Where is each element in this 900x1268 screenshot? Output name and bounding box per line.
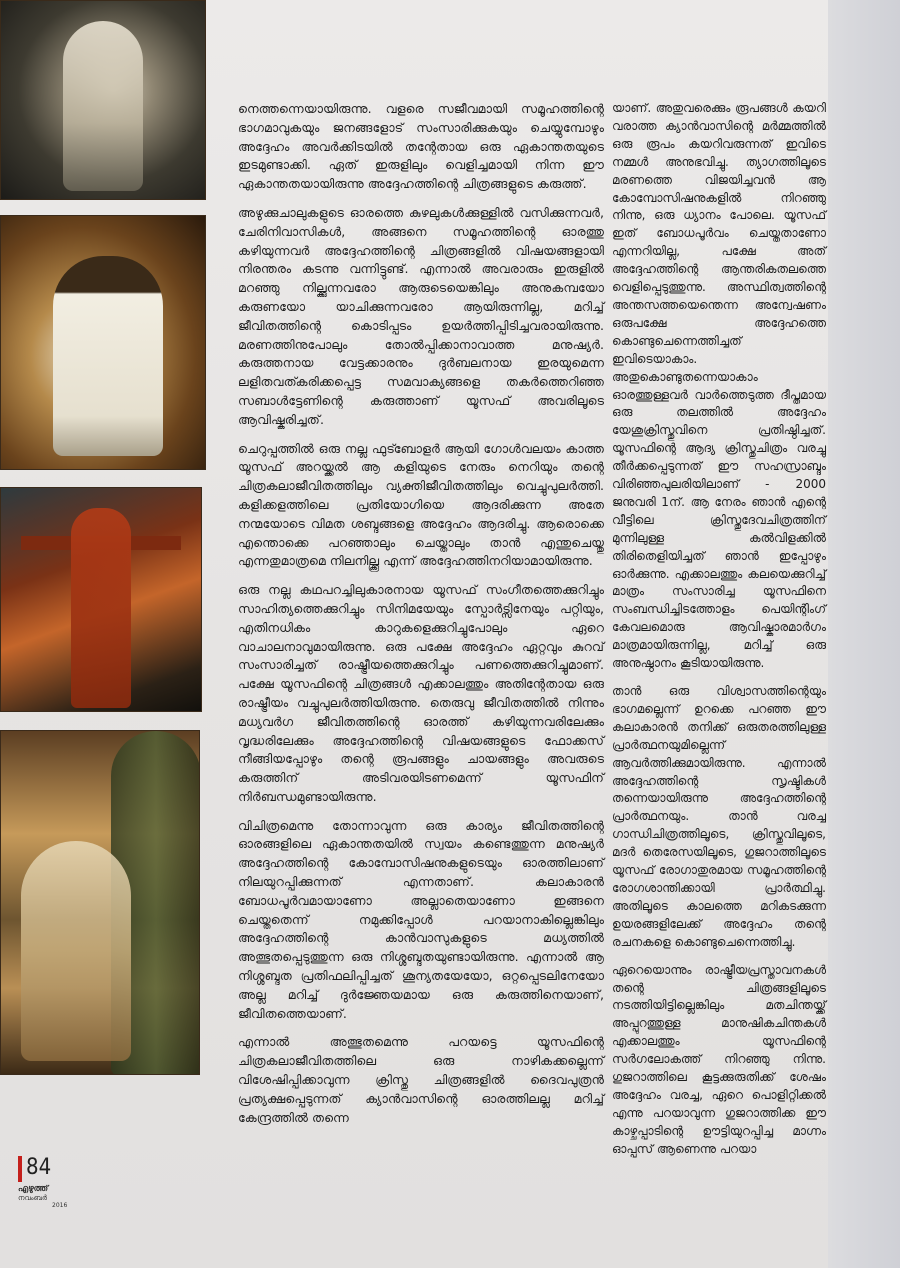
painting-figure bbox=[63, 21, 143, 191]
painting-figure bbox=[53, 256, 163, 456]
magazine-name: എഴുത്ത് bbox=[18, 1184, 49, 1194]
painting-figure bbox=[71, 508, 131, 708]
page-edge-shadow bbox=[828, 0, 900, 1268]
paragraph: ഒരു നല്ല കഥപറച്ചിലുകാരനായ യൂസഫ് സംഗീതത്തെക്കുറിച്ചും സാഹിത്യത്തെക്കുറിച്ചും സിനിമയേയും സ്പോർട്സിനേയും പറ്റിയും, എതിനധികം കാറുകളെക്കുറിച്ചുപോലും ഏറെ വാചാലനാവുമായിരുന്നു. ഒരു പക്ഷേ അദ്ദേഹം ഏറ്റവും കുറവ് സംസാരിച്ചത് രാഷ്ട്രീയത്തെക്കുറിച്ചും പണത്തെക്കുറിച്ചുമാണ്. പക്ഷേ യൂസഫിന്റെ ചിത്രങ്ങൾ എക്കാലത്തും അതിന്റേതായ ഒരു രാഷ്ട്രീയം വച്ചുപുലർത്തിയിരുന്നു. തെരുവു ജീവിതത്തിൽ നിന്നും മധ്യവർഗ ജീവിതത്തിന്റെ ഓരത്ത് കഴിയുന്നവരിലേക്കും വൃദ്ധരിലേക്കും അദ്ദേഹത്തിന്റെ വിഷയങ്ങളുടെ ഫോക്കസ് നീങ്ങിയപ്പോഴും തന്റെ രൂപങ്ങളും ചായങ്ങളും അവരുടെ കരുത്തിന് അടിവരയിടണമെന്ന് യൂസഫിന് നിർബന്ധമുണ്ടായിരുന്നു. bbox=[238, 582, 604, 804]
article-column-left bbox=[238, 100, 604, 1137]
issue-month: നവംബർ bbox=[18, 1194, 47, 1202]
paragraph: താൻ ഒരു വിശ്വാസത്തിന്റെയും ഭാഗമല്ലെന്ന് ഉറക്കെ പറഞ്ഞ ഈ കലാകാരൻ തനിക്ക് ഒരുതരത്തിലുള്ള പ്രാർത്ഥനയുമില്ലെന്ന് ആവർത്തിക്കുമായിരുന്നു. എന്നാൽ അദ്ദേഹത്തിന്റെ സൃഷ്ടികൾ തന്നെയായിരുന്നു അദ്ദേഹത്തിന്റെ പ്രാർത്ഥനയും. താൻ വരച്ച ഗാന്ധിചിത്രത്തിലൂടെ, ക്രിസ്തുവിലൂടെ, മദർ തെരേസയിലൂടെ, ഗുജറാത്തിലൂടെ യൂസഫ് രോഗാതുരമായ സമൂഹത്തിന്റെ രോഗശാന്തിക്കായി പ്രാർത്ഥിച്ചു. അതിലൂടെ കാലത്തെ മറികടക്കുന്ന ഉയരങ്ങളിലേക്ക് അദ്ദേഹം തന്റെ രചനകളെ കൊണ്ടുചെന്നെത്തിച്ചു. bbox=[612, 684, 826, 949]
painting-4 bbox=[0, 730, 200, 1075]
paragraph: യാണ്. അതുവരെക്കും രൂപങ്ങൾ കയറി വരാത്ത ക്യാൻവാസിന്റെ മർമ്മത്തിൽ ഒരു രൂപം കയറിവരുന്നത് ഇവിടെ നമ്മൾ അനുഭവിച്ചു. ത്യാഗത്തിലൂടെ മരണത്തെ വിജയിച്ചവൻ ആ കോമ്പോസിഷനുകളിൽ നിറഞ്ഞു നിന്നു, ഒരു ധ്യാനം പോലെ. യൂസഫ് ഇത് ബോധപൂർവം ചെയ്തതാണോ എന്നറിയില്ല, പക്ഷേ അത് അദ്ദേഹത്തിന്റെ ആന്തരികതലത്തെ വെളിപ്പെടുത്തുന്നു. അസ്ഥിത്വത്തിന്റെ അന്തസത്തയെന്തെന്ന അന്വേഷണം ഒരുപക്ഷേ അദ്ദേഹത്തെ കൊണ്ടുചെന്നെത്തിച്ചത് ഇവിടെയാകാം. അതുകൊണ്ടുതന്നെയാകാം ഓരത്തുള്ളവർ വാർത്തെടുത്ത ദീപ്തമായ ഒരു തലത്തിൽ അദ്ദേഹം യേശുക്രിസ്തുവിനെ പ്രതിഷ്ഠിച്ചത്. യൂസഫിന്റെ ആദ്യ ക്രിസ്തുചിത്രം വരച്ചു തീർക്കപ്പെടുന്നത് ഈ സഹസ്രാബ്ദം വിരിഞ്ഞപുലരിയിലാണ് - 2000 ജനുവരി 1ന്. ആ നേരം ഞാൻ എന്റെ വീട്ടിലെ ക്രിസ്തുദേവചിത്രത്തിന് മുന്നിലുള്ള കൽവിളക്കിൽ തിരിതെളിയിച്ചത് ഞാൻ ഇപ്പോഴും ഓർക്കുന്നു. എക്കാലത്തും കലയെക്കുറിച്ച് മാത്രം സംസാരിച്ച യൂസഫിനെ സംബന്ധിച്ചിടത്തോളം പെയിന്റിംഗ് കേവലമൊരു ആവിഷ്കാരമാർഗം മാത്രമായിരുന്നില്ല, മറിച്ച് ഒരു അനുഷ്ഠാനം കൂടിയായിരുന്നു. bbox=[612, 101, 826, 671]
painting-2 bbox=[0, 215, 206, 470]
article-column-right bbox=[612, 100, 826, 1169]
paragraph: നെത്തന്നെയായിരുന്നു. വളരെ സജീവമായി സമൂഹത്തിന്റെ ഭാഗമാവുകയും ജനങ്ങളോട് സംസാരിക്കുകയും ചെയ്യുമ്പോഴും അദ്ദേഹം അവർക്കിടയിൽ തന്റേതായ ഒരു ഏകാന്തതയുടെ ഇടമുണ്ടാക്കി. ഏത് ഇരുളിലും വെളിച്ചമായി നിന്ന ഈ ഏകാന്തതയായിരുന്നു അദ്ദേഹത്തിന്റെ ചിത്രങ്ങളുടെ കരുത്ത്. bbox=[238, 101, 604, 192]
paragraph: ചെറുപ്പത്തിൽ ഒരു നല്ല ഫുട്ബോളർ ആയി ഗോൾവലയം കാത്ത യൂസഫ് അറയ്ക്കൽ ആ കളിയുടെ നേരും നെറിയും തന്റെ ചിത്രകലാജീവിതത്തിലും വ്യക്തിജീവിതത്തിലും വെച്ചുപുലർത്തി. കളിക്കളത്തിലെ പ്രതിയോഗിയെ ആദരിക്കുന്ന അതേ നന്മയോടെ വിമത ശബ്ദങ്ങളെ അദ്ദേഹം ആദരിച്ചു. ആരൊക്കെ എന്തൊക്കെ പറഞ്ഞാലും ചെയ്താലും താൻ എന്തുചെയ്തു എന്നതുമാത്രമെ നിലനില്ക്കൂ എന്ന് അദ്ദേഹത്തിനറിയാമായിരുന്നു. bbox=[238, 440, 604, 569]
issue-year: 2016 bbox=[52, 1202, 68, 1209]
painting-3 bbox=[0, 487, 202, 712]
painting-figure bbox=[21, 841, 131, 1061]
paragraph: വിചിത്രമെന്നു തോന്നാവുന്ന ഒരു കാര്യം ജീവിതത്തിന്റെ ഓരങ്ങളിലെ ഏകാന്തതയിൽ സ്വയം കണ്ടെത്തുന്ന മനുഷ്യർ അദ്ദേഹത്തിന്റെ കോമ്പോസിഷനുകളുടെയും ഓരത്തിലാണ് നിലയുറപ്പിക്കുന്നത് എന്നതാണ്. കലാകാരൻ ബോധപൂർവമായാണോ അല്ലാതെയാണോ ഇങ്ങനെ ചെയ്തതെന്ന് നമുക്കിപ്പോൾ പറയാനാകില്ലെങ്കിലും അദ്ദേഹത്തിന്റെ കാൻവാസുകളുടെ മധ്യത്തിൽ അത്ഭുതപ്പെടുത്തുന്ന ഒരു നിശ്ശബ്ദതയുണ്ടായിരുന്നു. എന്നാൽ ആ നിശ്ശബ്ദത പ്രതിഫലിപ്പിച്ചത് ശൂന്യതയേയോ, ഒറ്റപ്പെടലിനേയോ അല്ല മറിച്ച് ദുർജ്ഞേയമായ ഒരു കരുത്തിനെയാണ്, ജീവിതത്തെയാണ്. bbox=[238, 817, 604, 1021]
folio-accent-bar bbox=[18, 1156, 22, 1182]
page-folio bbox=[16, 1150, 76, 1209]
paragraph: ഏറെയൊന്നും രാഷ്ട്രീയപ്രസ്താവനകൾ തന്റെ ചിത്രങ്ങളിലൂടെ നടത്തിയിട്ടില്ലെങ്കിലും മതചിന്തയ്ക്ക് അപ്പുറത്തുള്ള മാനുഷികചിന്തകൾ എക്കാലത്തും യൂസഫിന്റെ സർഗലോകത്ത് നിറഞ്ഞു നിന്നു. ഗുജറാത്തിലെ കൂട്ടക്കുരുതിക്ക് ശേഷം അദ്ദേഹം വരച്ച, ഏറെ പൊളിറ്റിക്കൽ എന്നു പറയാവുന്ന ഗുജറാത്തിക്ക ഈ കാഴ്ചപ്പാടിന്റെ ഊട്ടിയുറപ്പിച്ച മാഗ്നം ഓപ്പസ് ആണെന്നു പറയാ bbox=[612, 962, 826, 1156]
paragraph: അഴുക്കുചാലുകളുടെ ഓരത്തെ കുഴലുകൾക്കുള്ളിൽ വസിക്കുന്നവർ, ചേരിനിവാസികൾ, അങ്ങനെ സമൂഹത്തിന്റെ ഓരത്തു കഴിയുന്നവർ അദ്ദേഹത്തിന്റെ ചിത്രങ്ങളിൽ വിഷയങ്ങളായി നിരന്തരം കടന്നു വന്നിട്ടുണ്ട്. എന്നാൽ അവരാരും ഇരുളിൽ മറഞ്ഞു നില്ക്കുന്നവരോ ആരുടെയെങ്കിലും അനുകമ്പയോ കരുണയോ യാചിക്കുന്നവരോ ആയിരുന്നില്ല, മറിച്ച് ജീവിതത്തിന്റെ കൊടിപ്പടം ഉയർത്തിപ്പിടിച്ചവരായിരുന്നു. മരണത്തിനുപോലും തോൽപ്പിക്കാനാവാത്ത മനുഷ്യർ. കരുത്തനായ വേട്ടക്കാരനും ദുർബലനായ ഇരയുമെന്ന ലളിതവത്കരിക്കപ്പെട്ട സമവാക്യങ്ങളെ തകർത്തെറിഞ്ഞ സബാൾട്ടേണിന്റെ കരുത്താണ് യൂസഫ് അവരിലൂടെ ആവിഷ്കരിച്ചത്. bbox=[238, 204, 604, 427]
page-number: 84 bbox=[26, 1155, 52, 1180]
paragraph: എന്നാൽ അത്ഭുതമെന്നു പറയട്ടെ യൂസഫിന്റെ ചിത്രകലാജീവിതത്തിലെ ഒരു നാഴികക്കല്ലെന്ന് വിശേഷിപ്പിക്കാവുന്ന ക്രിസ്തു ചിത്രങ്ങളിൽ ദൈവപുത്രൻ പ്രത്യക്ഷപ്പെടുന്നത് ക്യാൻവാസിന്റെ ഓരത്തിലല്ല മറിച്ച് കേന്ദ്രത്തിൽ തന്നെ bbox=[238, 1034, 604, 1125]
painting-1 bbox=[0, 0, 206, 200]
